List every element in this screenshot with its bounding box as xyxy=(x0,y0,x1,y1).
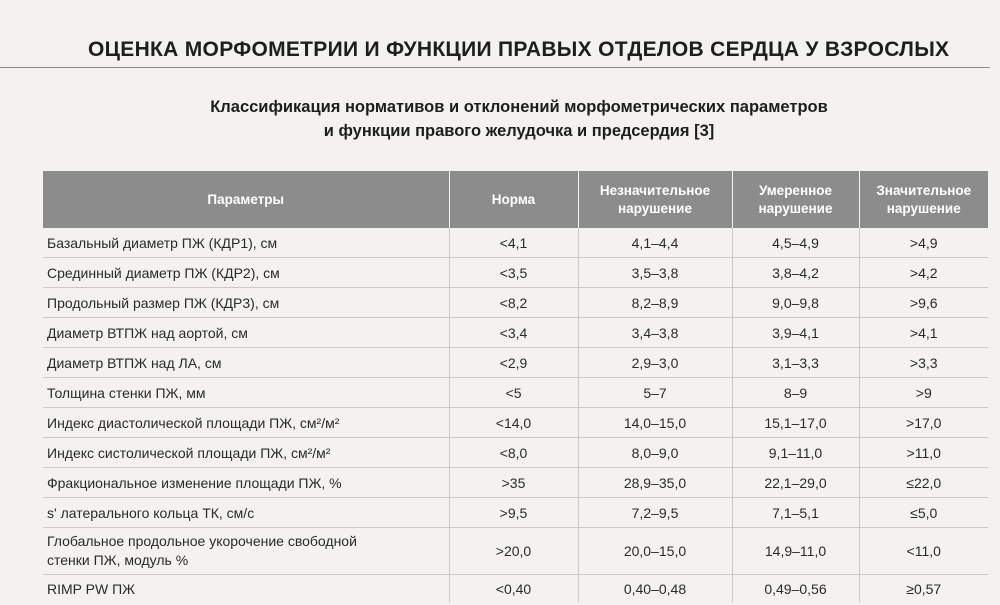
param-text-line-2: стенки ПЖ, модуль % xyxy=(47,552,189,568)
moderate-cell: 9,0–9,8 xyxy=(732,288,859,318)
mild-cell: 20,0–15,0 xyxy=(578,528,732,575)
param-cell: Фракциональное изменение площади ПЖ, % xyxy=(43,468,449,498)
param-cell: Толщина стенки ПЖ, мм xyxy=(43,378,449,408)
norm-cell: <5 xyxy=(449,378,578,408)
table-row xyxy=(43,288,988,318)
norm-cell: >35 xyxy=(449,468,578,498)
param-cell: Базальный диаметр ПЖ (КДР1), см xyxy=(43,228,449,258)
severe-cell: >4,1 xyxy=(859,318,988,348)
mild-cell: 3,5–3,8 xyxy=(578,258,732,288)
mild-cell: 8,0–9,0 xyxy=(578,438,732,468)
param-text-line-1: Глобальное продольное укорочение свободной xyxy=(47,533,357,549)
severe-cell: >4,2 xyxy=(859,258,988,288)
mild-cell: 5–7 xyxy=(578,378,732,408)
header-mild: Незначительное нарушение xyxy=(578,171,732,228)
moderate-cell: 3,9–4,1 xyxy=(732,318,859,348)
severe-cell: >17,0 xyxy=(859,408,988,438)
severe-cell: >9 xyxy=(859,378,988,408)
header-severe: Значительное нарушение xyxy=(859,171,988,228)
table-caption xyxy=(0,95,1000,143)
moderate-cell: 0,49–0,56 xyxy=(732,575,859,603)
moderate-cell: 3,8–4,2 xyxy=(732,258,859,288)
table-header-row xyxy=(43,171,988,228)
table-row xyxy=(43,528,988,575)
table-row xyxy=(43,378,988,408)
param-cell: Диаметр ВТПЖ над ЛА, см xyxy=(43,348,449,378)
norm-cell: <4,1 xyxy=(449,228,578,258)
param-cell: Индекс систолической площади ПЖ, см²/м² xyxy=(43,438,449,468)
severe-cell: ≤22,0 xyxy=(859,468,988,498)
severe-cell: >3,3 xyxy=(859,348,988,378)
mild-cell: 14,0–15,0 xyxy=(578,408,732,438)
param-cell xyxy=(43,528,449,575)
moderate-cell: 14,9–11,0 xyxy=(732,528,859,575)
norm-cell: <3,4 xyxy=(449,318,578,348)
norm-cell: <8,2 xyxy=(449,288,578,318)
severe-cell: ≥0,57 xyxy=(906,580,942,597)
norm-cell: <14,0 xyxy=(449,408,578,438)
table-caption-line-2: и функции правого желудочка и предсердия [3] xyxy=(323,122,715,140)
severe-cell: ≤5,0 xyxy=(859,498,988,528)
severe-cell: >4,9 xyxy=(859,228,988,258)
norm-cell: >9,5 xyxy=(449,498,578,528)
norm-cell: <2,9 xyxy=(449,348,578,378)
norm-cell: >20,0 xyxy=(449,528,578,575)
moderate-cell: 4,5–4,9 xyxy=(732,228,859,258)
mild-cell: 4,1–4,4 xyxy=(578,228,732,258)
param-cell: RIMP PW ПЖ xyxy=(43,575,449,603)
parameters-table xyxy=(43,171,988,602)
table-row xyxy=(43,318,988,348)
param-cell: Срединный диаметр ПЖ (КДР2), см xyxy=(43,258,449,288)
table-row xyxy=(43,575,988,603)
norm-cell: <0,40 xyxy=(449,575,578,603)
moderate-cell: 3,1–3,3 xyxy=(732,348,859,378)
header-parameters: Параметры xyxy=(43,171,449,228)
severe-cell: <11,0 xyxy=(859,528,988,575)
mild-cell: 2,9–3,0 xyxy=(578,348,732,378)
severe-cell: >11,0 xyxy=(859,438,988,468)
table-caption-line-1: Классификация нормативов и отклонений морфометрических параметров xyxy=(210,98,828,116)
table-row xyxy=(43,228,988,258)
param-cell: Индекс диастолической площади ПЖ, см²/м² xyxy=(43,408,449,438)
mild-cell: 0,40–0,48 xyxy=(578,575,732,603)
param-cell: Продольный размер ПЖ (КДР3), см xyxy=(43,288,449,318)
norm-cell: <8,0 xyxy=(449,438,578,468)
param-cell: Диаметр ВТПЖ над аортой, см xyxy=(43,318,449,348)
moderate-cell: 9,1–11,0 xyxy=(732,438,859,468)
moderate-cell: 8–9 xyxy=(732,378,859,408)
norm-cell: <3,5 xyxy=(449,258,578,288)
moderate-cell: 22,1–29,0 xyxy=(732,468,859,498)
mild-cell: 3,4–3,8 xyxy=(578,318,732,348)
table-row xyxy=(43,348,988,378)
table-row xyxy=(43,258,988,288)
table-row xyxy=(43,438,988,468)
moderate-cell: 15,1–17,0 xyxy=(732,408,859,438)
mild-cell: 8,2–8,9 xyxy=(578,288,732,318)
severe-cell: >9,6 xyxy=(859,288,988,318)
header-moderate: Умеренное нарушение xyxy=(732,171,859,228)
moderate-cell: 7,1–5,1 xyxy=(732,498,859,528)
page-title: ОЦЕНКА МОРФОМЕТРИИ И ФУНКЦИИ ПРАВЫХ ОТДЕЛОВ СЕРДЦА У ВЗРОСЛЫХ xyxy=(88,38,950,61)
title-divider xyxy=(0,67,990,68)
header-norm: Норма xyxy=(449,171,578,228)
table-row xyxy=(43,468,988,498)
table-row xyxy=(43,498,988,528)
mild-cell: 28,9–35,0 xyxy=(578,468,732,498)
mild-cell: 7,2–9,5 xyxy=(578,498,732,528)
table-row xyxy=(43,408,988,438)
param-cell: s' латерального кольца ТК, см/с xyxy=(43,498,449,528)
